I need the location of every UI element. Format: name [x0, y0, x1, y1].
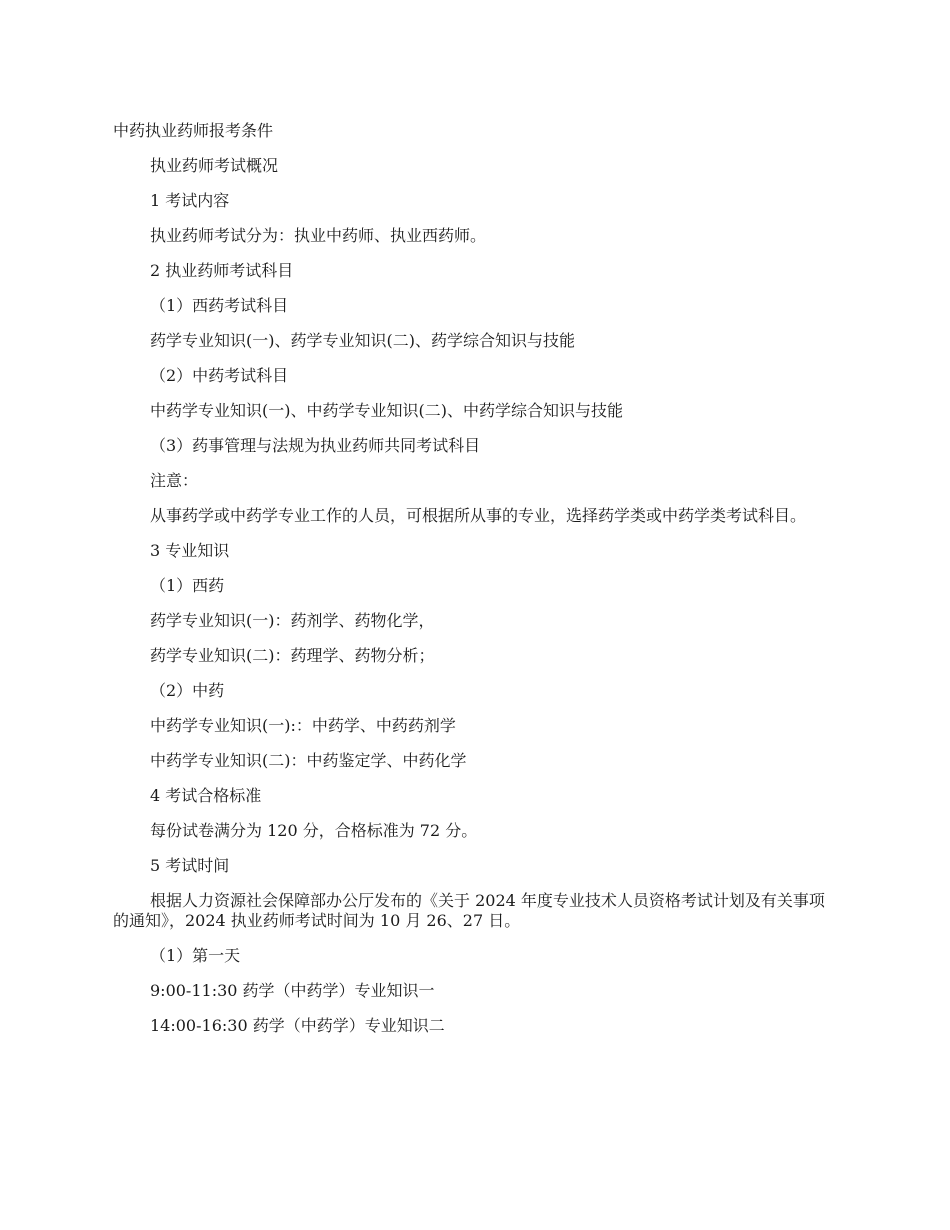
paragraph-western-knowledge-2: 药学专业知识(二)：药理学、药物分析； [150, 646, 435, 665]
paragraph-chinese-knowledge-1: 中药学专业知识(一):：中药学、中药药剂学 [150, 716, 456, 735]
paragraph-exam-overview: 执业药师考试概况 [150, 156, 279, 175]
paragraph-day-one: （1）第一天 [150, 946, 241, 965]
paragraph-section-2-heading: 2 执业药师考试科目 [150, 261, 294, 280]
paragraph-section-3-heading: 3 专业知识 [150, 541, 230, 560]
document-title: 中药执业药师报考条件 [113, 121, 274, 140]
paragraph-western-medicine: （1）西药 [150, 576, 225, 595]
paragraph-chinese-subjects-heading: （2）中药考试科目 [150, 366, 289, 385]
paragraph-afternoon-session: 14:00-16:30 药学（中药学）专业知识二 [150, 1016, 445, 1035]
paragraph-note-label: 注意： [150, 471, 199, 490]
paragraph-section-1-heading: 1 考试内容 [150, 191, 230, 210]
paragraph-common-subject: （3）药事管理与法规为执业药师共同考试科目 [150, 436, 481, 455]
paragraph-chinese-subjects-list: 中药学专业知识(一)、中药学专业知识(二)、中药学综合知识与技能 [150, 401, 623, 420]
paragraph-section-4-heading: 4 考试合格标准 [150, 786, 262, 805]
paragraph-chinese-knowledge-2: 中药学专业知识(二)：中药鉴定学、中药化学 [150, 751, 467, 770]
paragraph-western-subjects-list: 药学专业知识(一)、药学专业知识(二)、药学综合知识与技能 [150, 331, 575, 350]
paragraph-western-knowledge-1: 药学专业知识(一)：药剂学、药物化学， [150, 611, 435, 630]
paragraph-section-5-heading: 5 考试时间 [150, 856, 230, 875]
paragraph-note-text: 从事药学或中药学专业工作的人员，可根据所从事的专业，选择药学类或中药学类考试科目。 [150, 506, 807, 525]
document-body [113, 121, 839, 1051]
paragraph-morning-session: 9:00-11:30 药学（中药学）专业知识一 [150, 981, 435, 1000]
paragraph-western-subjects-heading: （1）西药考试科目 [150, 296, 289, 315]
paragraph-passing-standard: 每份试卷满分为 120 分，合格标准为 72 分。 [150, 821, 478, 840]
paragraph-section-1-text: 执业药师考试分为：执业中药师、执业西药师。 [150, 226, 487, 245]
paragraph-exam-time-notice: 根据人力资源社会保障部办公厅发布的《关于 2024 年度专业技术人员资格考试计划及有关事项的通知》，2024 执业药师考试时间为 10 月 26、27 日。 [113, 891, 825, 930]
paragraph-chinese-medicine: （2）中药 [150, 681, 225, 700]
